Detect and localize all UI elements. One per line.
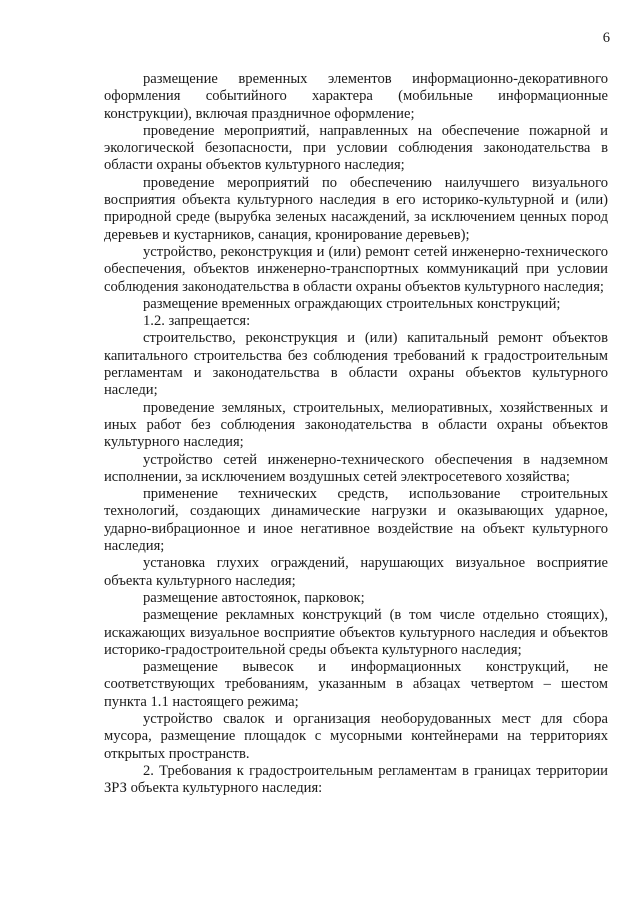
paragraph-dumps-ban: устройство свалок и организация необорудованных мест для сбора мусора, размещение площадок с мусорными контейнерами на территориях открытых пространств. xyxy=(104,710,608,762)
paragraph-engineering-networks: устройство, реконструкция и (или) ремонт сетей инженерно-технического обеспечения, объектов инженерно-транспортных коммуникаций при условии соблюдения законодательства в области охраны объектов культурного наследия; xyxy=(104,243,608,295)
paragraph-signboards-ban: размещение вывесок и информационных конструкций, не соответствующих требованиям, указанным в абзацах четвертом – шестом пункта 1.1 настоящего режима; xyxy=(104,659,608,710)
paragraph-parking-ban: размещение автостоянок, парковок; xyxy=(143,589,365,606)
page-number: 6 xyxy=(602,30,610,46)
paragraph-solid-fences-ban: установка глухих ограждений, нарушающих визуальное восприятие объекта культурного наследия; xyxy=(104,555,608,589)
paragraph-dynamic-loads-ban: применение технических средств, использование строительных технологий, создающих динамические нагрузки и оказывающих ударное, ударно-вибрационное и иное негативное воздействие на объект культурного наследия; xyxy=(104,486,608,555)
paragraph-fire-safety: проведение мероприятий, направленных на обеспечение пожарной и экологической безопасности, при условии соблюдения законодательства в области охраны объектов культурного наследия; xyxy=(104,122,608,174)
paragraph-earthworks-ban: проведение земляных, строительных, мелиоративных, хозяйственных и иных работ без соблюдения законодательства в области охраны объектов культурного наследия; xyxy=(104,399,608,451)
paragraph-zrz-requirements: 2. Требования к градостроительным регламентам в границах территории ЗРЗ объекта культурного наследия: xyxy=(104,762,608,797)
document-body xyxy=(104,71,608,797)
paragraph-temporary-decor: размещение временных элементов информационно-декоративного оформления событийного характера (мобильные информационные конструкции), включая праздничное оформление; xyxy=(104,71,608,122)
paragraph-construction-ban: строительство, реконструкция и (или) капитальный ремонт объектов капитального строительства без соблюдения требований к градостроительным регламентам и законодательства в области охраны объектов культурного наследи; xyxy=(104,330,608,399)
paragraph-temporary-fencing: размещение временных ограждающих строительных конструкций; xyxy=(143,295,561,312)
paragraph-advertising-ban: размещение рекламных конструкций (в том числе отдельно стоящих), искажающих визуальное восприятие объектов культурного наследия и объектов историко-градостроительной среды объекта культурного наследия; xyxy=(104,607,608,658)
paragraph-prohibited-heading: 1.2. запрещается: xyxy=(143,313,251,330)
paragraph-visual-perception: проведение мероприятий по обеспечению наилучшего визуального восприятия объекта культурного наследия в его историко-культурной и (или) природной среде (вырубка зеленых насаждений, за исключением ценных пород деревьев и кустарников, санация, кронирование деревьев); xyxy=(104,174,608,243)
paragraph-overhead-networks-ban: устройство сетей инженерно-технического обеспечения в надземном исполнении, за исключением воздушных сетей электросетевого хозяйства; xyxy=(104,451,608,485)
